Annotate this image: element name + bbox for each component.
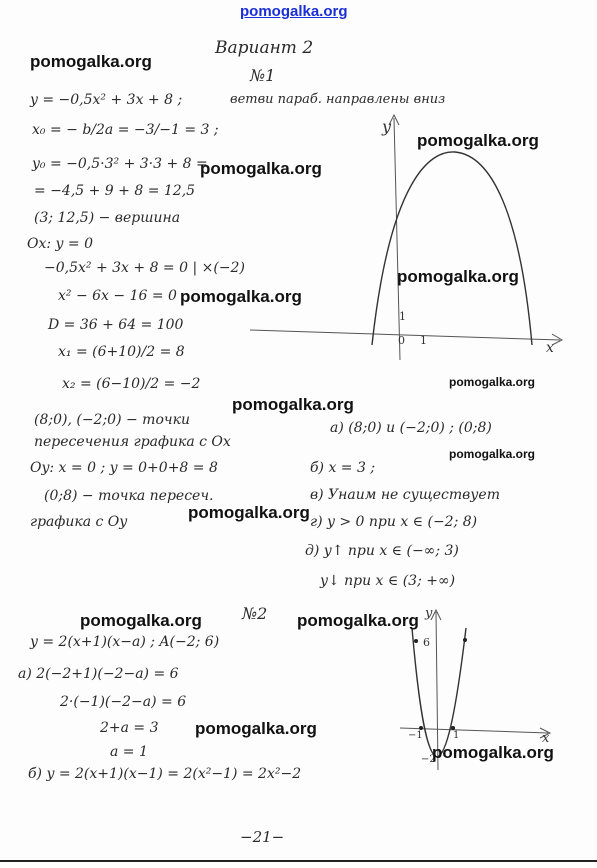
watermark: pomogalka.org: [195, 719, 317, 738]
task1-line: пересечения графика с Ox: [34, 434, 231, 450]
graph1-x-label: x: [546, 340, 554, 356]
watermark: pomogalka.org: [188, 503, 310, 522]
graph2-x-label: x: [542, 731, 550, 746]
watermark: pomogalka.org: [397, 267, 519, 286]
watermark: pomogalka.org: [449, 375, 536, 389]
task1-line: (8;0), (−2;0) − точки: [34, 412, 190, 428]
task2-line: y = 2(x+1)(x−a) ; A(−2; 6): [30, 634, 220, 650]
task2-line: a = 1: [110, 744, 148, 760]
task1-answer: y↓ при x ∈ (3; +∞): [320, 573, 456, 589]
variant-title: Вариант 2: [215, 38, 314, 58]
task1-line: −0,5x² + 3x + 8 = 0 | ×(−2): [44, 260, 245, 276]
graph1-x-axis: [250, 330, 560, 340]
graph2-point: [463, 638, 467, 642]
graph2-y-label: y: [425, 606, 433, 621]
graph2-tick-1: 1: [453, 730, 460, 741]
task1-answer: г) y > 0 при x ∈ (−2; 8): [310, 514, 478, 530]
task1-line: Ox: y = 0: [27, 236, 93, 252]
watermark: pomogalka.org: [449, 447, 536, 461]
task1-line: = −4,5 + 9 + 8 = 12,5: [34, 183, 196, 199]
page-number: −21−: [240, 828, 285, 846]
graph2-tick-neg1: −1: [408, 730, 423, 741]
task1-branches: ветви параб. направлены вниз: [230, 92, 446, 107]
watermark: pomogalka.org: [297, 611, 419, 630]
graph2-tick-6: 6: [423, 636, 430, 649]
task1-answer: д) y↑ при x ∈ (−∞; 3): [305, 543, 459, 559]
watermark: pomogalka.org: [200, 159, 322, 178]
task1-line: x² − 6x − 16 = 0: [58, 288, 177, 304]
task1-number: №1: [250, 66, 276, 85]
task1-line: графика с Oy: [30, 514, 128, 530]
watermark: pomogalka.org: [80, 611, 202, 630]
graph2-point: [414, 639, 418, 643]
task1-line: x₀ = − b/2a = −3/−1 = 3 ;: [32, 122, 219, 138]
task2-line: 2+a = 3: [100, 720, 159, 736]
watermark: pomogalka.org: [432, 743, 554, 762]
site-link[interactable]: pomogalka.org: [240, 3, 348, 20]
task1-answer: в) Унаим не существует: [310, 487, 500, 503]
task2-line: б) y = 2(x+1)(x−1) = 2(x²−1) = 2x²−2: [28, 766, 302, 782]
graph1-y-label: y: [382, 117, 392, 136]
graph1-y1-label: 1: [399, 310, 406, 323]
bottom-rule: [0, 860, 597, 862]
graph1-y-axis: [394, 118, 400, 360]
watermark: pomogalka.org: [232, 395, 354, 414]
task1-line: D = 36 + 64 = 100: [48, 317, 184, 333]
task1-line: Oy: x = 0 ; y = 0+0+8 = 8: [30, 460, 218, 476]
task2-number: №2: [242, 604, 268, 623]
task1-answer: б) x = 3 ;: [310, 460, 376, 476]
graph2-tick-neg2: −2: [421, 754, 436, 765]
watermark: pomogalka.org: [30, 52, 152, 71]
task2-line: 2·(−1)(−2−a) = 6: [60, 694, 187, 710]
task1-line: (3; 12,5) − вершина: [34, 210, 181, 226]
watermark: pomogalka.org: [180, 287, 302, 306]
task2-line: а) 2(−2+1)(−2−a) = 6: [18, 666, 179, 682]
task1-answer: а) (8;0) и (−2;0) ; (0;8): [330, 420, 492, 436]
task1-line: x₁ = (6+10)/2 = 8: [58, 344, 185, 360]
task1-line: y = −0,5x² + 3x + 8 ;: [30, 92, 183, 108]
task1-line: x₂ = (6−10)/2 = −2: [62, 376, 201, 392]
graph1-x1-label: 1: [420, 334, 427, 347]
task1-line: y₀ = −0,5·3² + 3·3 + 8 =: [32, 156, 208, 172]
graph1-origin-label: 0: [398, 334, 405, 347]
watermark: pomogalka.org: [417, 131, 539, 150]
task1-line: (0;8) − точка пересеч.: [44, 488, 214, 504]
